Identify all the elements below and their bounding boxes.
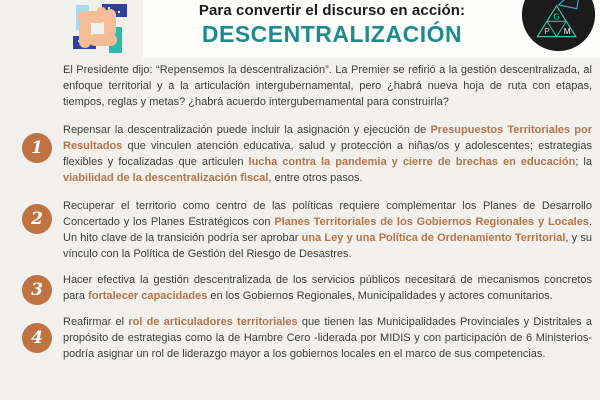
logo-letter-p: P [544,26,550,36]
page-title: DESCENTRALIZACIÓN [201,21,463,47]
pgm-logo [520,0,597,53]
item-number-badge: 4 [22,323,52,353]
logo-letter-m: M [563,26,571,36]
header [148,2,516,48]
numbered-item-1 [31,122,592,186]
numbered-item-3 [31,272,592,304]
logo-letter-g: G [553,12,560,22]
header-kicker: Para convertir el discurso en acción: [198,2,466,19]
item-text: Hacer efectiva la gestión descentralizada de los servicios públicos necesitará de mecanismos concretos para fortalecer capacidades en los Gobiernos Regionales, Municipalidades y actores comunitarios. [63,274,592,302]
numbered-item-2 [31,198,592,262]
teamwork-hands-icon [73,3,137,55]
numbered-item-4 [31,314,592,362]
item-number-badge: 2 [22,204,52,234]
intro-paragraph: El Presidente dijo: “Repensemos la descentralización”. La Premier se refirió a la gestión descentralizada, al enfoque territorial y a la articulación intergubernamental, pero ¿habrá nueva hoja de ruta con etapas, tiempos, reglas y metas? ¿habrá acuerdo intergubernamental para construirla? [63,64,592,108]
item-number-badge: 3 [22,275,52,305]
item-text: Reafirmar el rol de articuladores territoriales que tienen las Municipalidades Provinciales y Distritales a propósito de estrategias como la de Hambre Cero -liderada por MIDIS y con participación de 6 Ministerios- podría asignar un rol de liderazgo mayor a los gobiernos locales en el marco de sus competencias. [63,316,592,360]
item-text: Repensar la descentralización puede incluir la asignación y ejecución de Presupuestos Territoriales por Resultados que vinculen atención educativa, salud y protección a niñas/os y adolescentes; estrategias flexibles y focalizadas que articulen lucha contra la pandemia y cierre de brechas en educación; la viabilidad de la descentralización fiscal, entre otros pasos. [63,124,592,184]
item-text: Recuperar el territorio como centro de las políticas requiere complementar los Planes de Desarrollo Concertado y los Planes Estratégicos con Planes Territoriales de los Gobiernos Regionales y Locales. Un hito clave de la transición podría ser aprobar una Ley y una Política de Ordenamiento Territorial, y su vínculo con la Política de Gestión del Riesgo de Desastres. [63,200,592,260]
item-number-badge: 1 [22,133,52,163]
content [31,62,592,362]
